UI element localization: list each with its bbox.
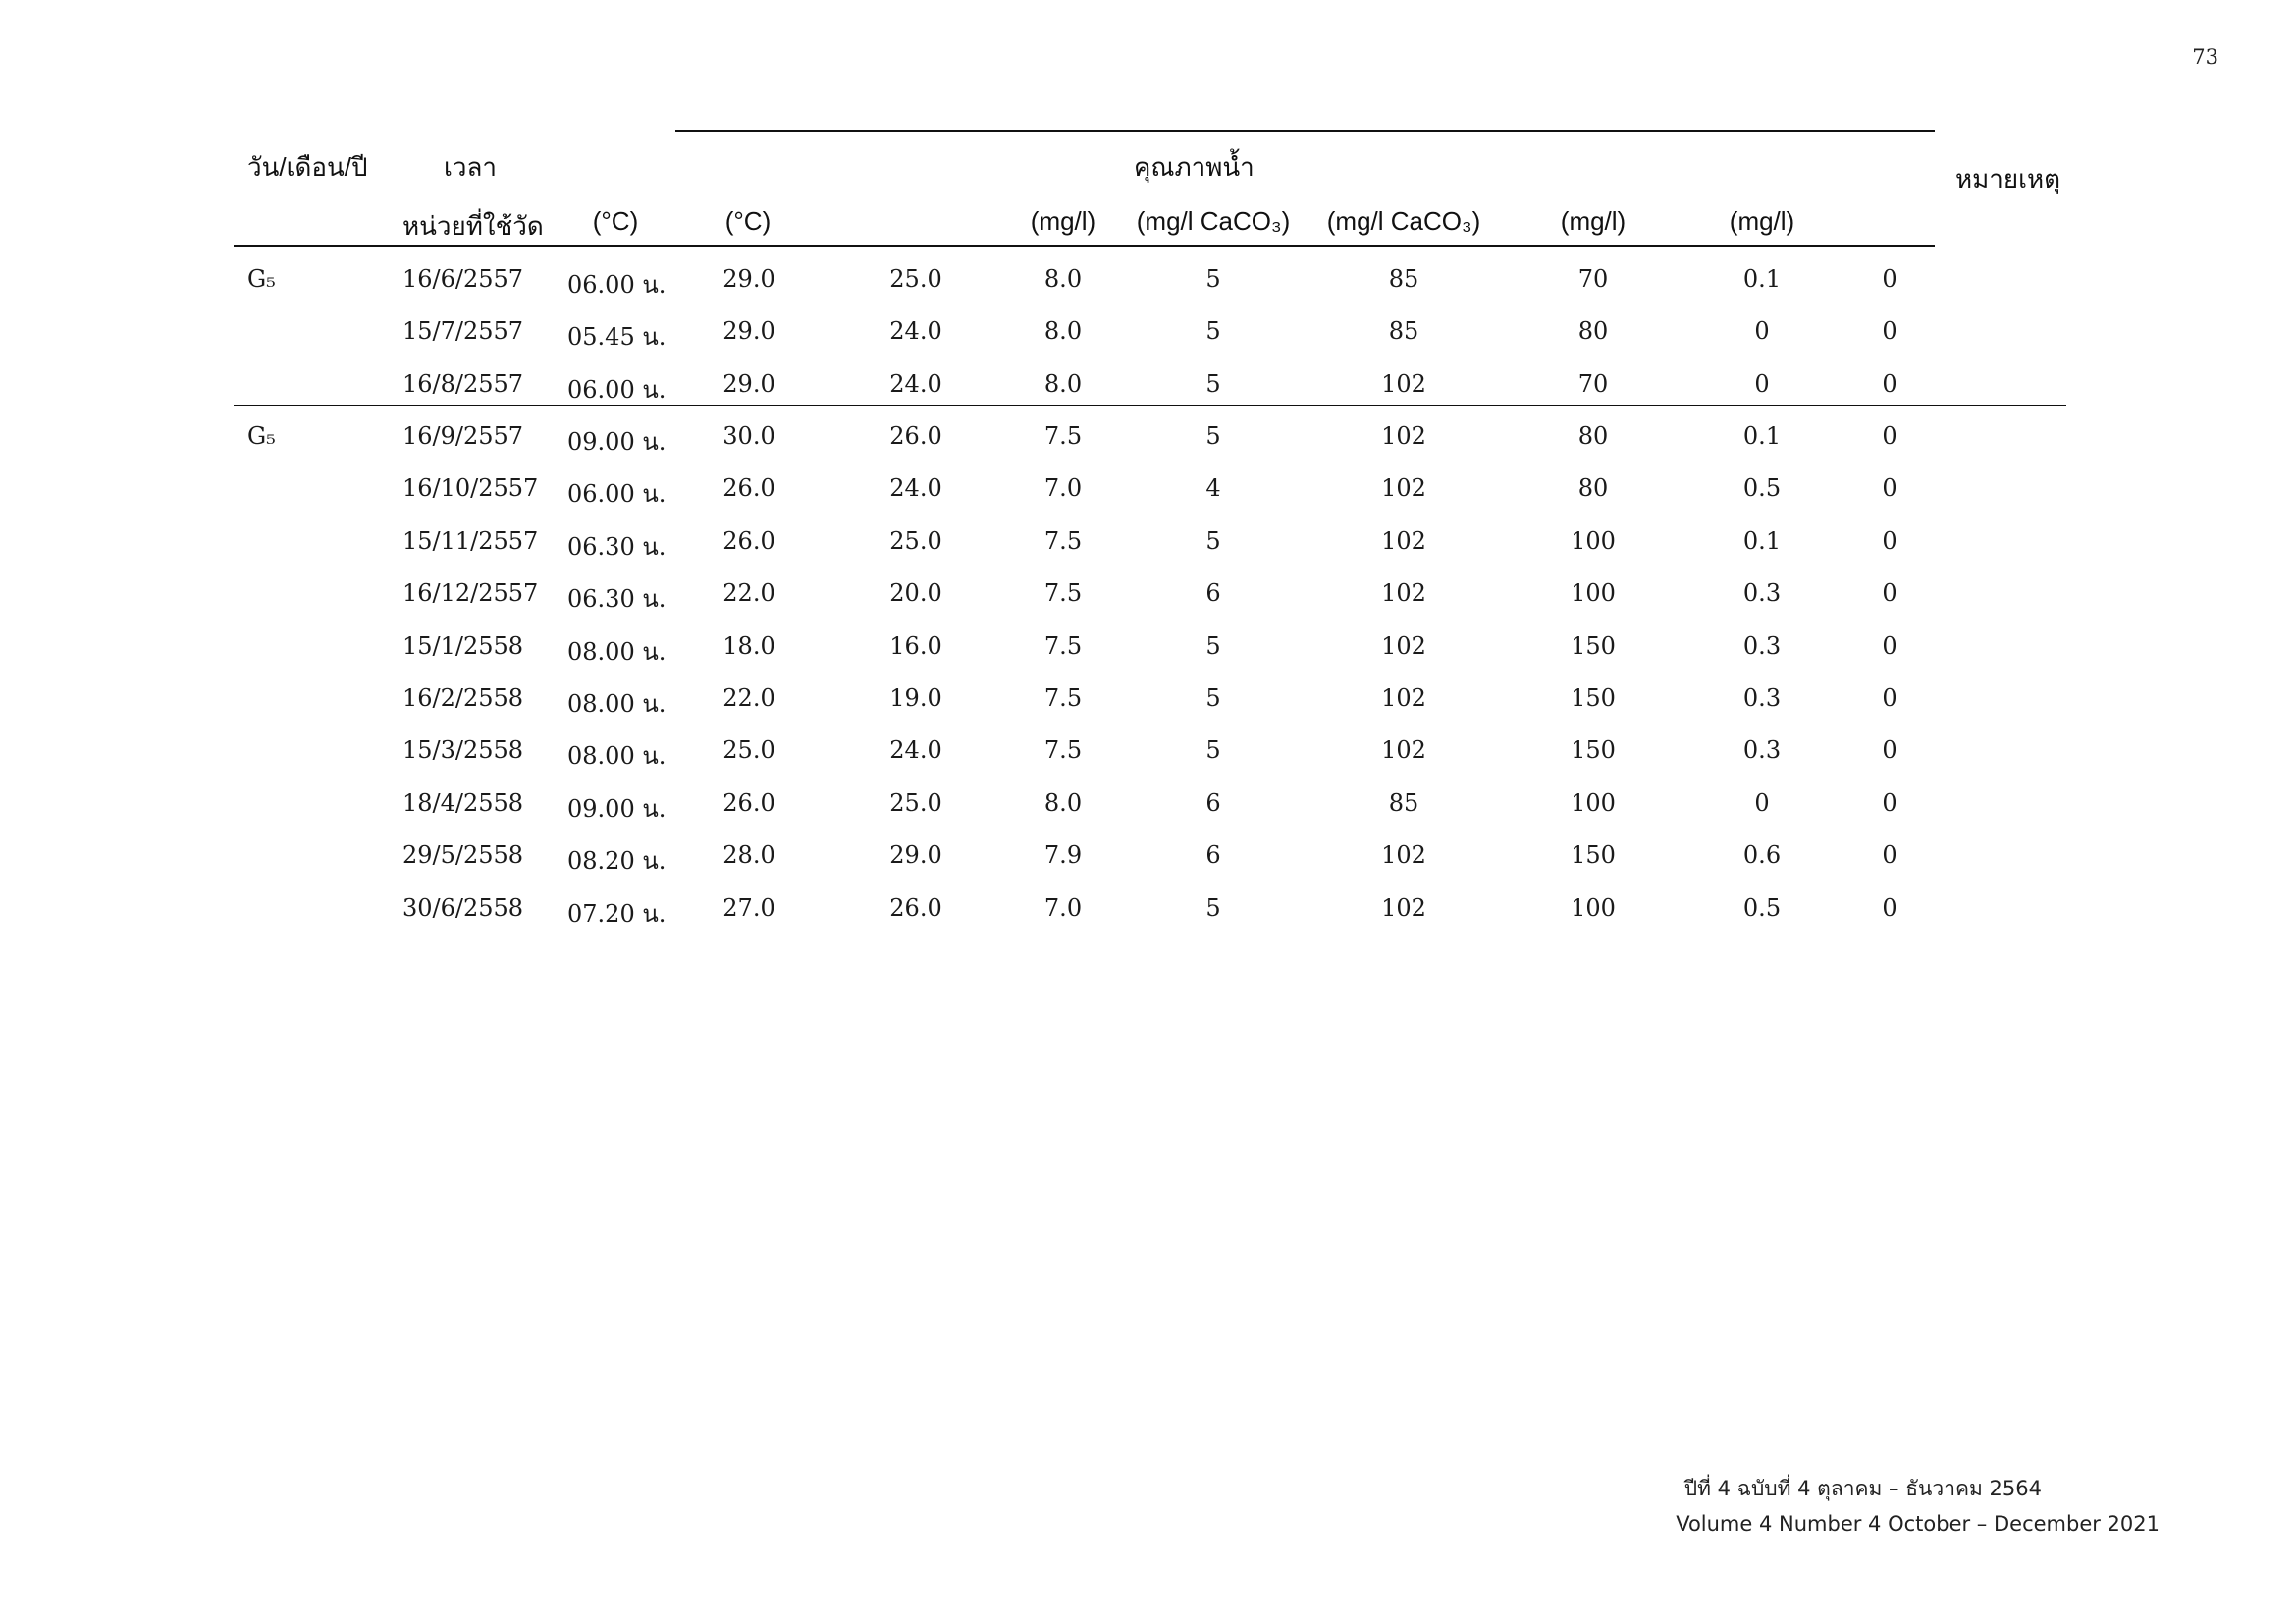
table-cell-value: 24.0 xyxy=(889,369,942,398)
table-cell-time: 06.30 น. xyxy=(567,532,667,561)
table-cell-value: 0.3 xyxy=(1742,631,1782,660)
table-cell-value: 0 xyxy=(1882,788,1897,817)
table-cell-value: 22.0 xyxy=(722,579,775,608)
header-bottom-rule xyxy=(234,245,1935,247)
table-cell-date: 29/5/2558 xyxy=(402,841,524,870)
table-cell-value: 0 xyxy=(1882,736,1897,765)
table-cell-time: 08.20 น. xyxy=(567,847,667,876)
table-cell-value: 85 xyxy=(1388,317,1419,346)
table-cell-value: 0 xyxy=(1882,579,1897,608)
table-cell-value: 7.5 xyxy=(1043,422,1083,450)
table-cell-value: 29.0 xyxy=(722,369,775,398)
table-cell-value: 85 xyxy=(1388,788,1419,817)
table-cell-value: 102 xyxy=(1381,422,1426,450)
table-cell-value: 0 xyxy=(1882,841,1897,870)
table-cell-value: 102 xyxy=(1381,369,1426,398)
table-cell-time: 08.00 น. xyxy=(567,637,667,666)
table-cell-value: 0.5 xyxy=(1742,893,1782,922)
table-cell-date: 16/12/2557 xyxy=(402,579,539,608)
table-cell-time: 08.00 น. xyxy=(567,742,667,771)
table-cell-value: 102 xyxy=(1381,526,1426,555)
table-cell-time: 07.20 น. xyxy=(567,899,667,928)
header-unit-3: (mg/l CaCO₃) xyxy=(1136,206,1291,236)
table-cell-value: 30.0 xyxy=(722,422,775,450)
table-cell-value: 7.9 xyxy=(1043,841,1083,870)
table-cell-value: 20.0 xyxy=(889,579,942,608)
table-cell-date: 15/1/2558 xyxy=(402,631,524,660)
header-time-label: เวลา xyxy=(444,152,498,182)
table-cell-value: 0 xyxy=(1882,422,1897,450)
table-cell-value: 102 xyxy=(1381,474,1426,503)
table-cell-date: 16/2/2558 xyxy=(402,684,524,712)
table-cell-value: 0 xyxy=(1882,526,1897,555)
table-cell-date: 30/6/2558 xyxy=(402,893,524,922)
header-water-quality-label: คุณภาพน้ำ xyxy=(1134,152,1255,182)
table-cell-value: 6 xyxy=(1205,841,1221,870)
table-cell-value: 8.0 xyxy=(1043,788,1083,817)
table-cell-value: 27.0 xyxy=(722,893,775,922)
table-cell-value: 7.5 xyxy=(1043,736,1083,765)
table-cell-value: 7.0 xyxy=(1043,893,1083,922)
table-cell-value: 25.0 xyxy=(889,526,942,555)
table-cell-value: 150 xyxy=(1571,631,1616,660)
table-cell-time: 06.30 น. xyxy=(567,585,667,614)
table-cell-value: 102 xyxy=(1381,841,1426,870)
table-cell-value: 5 xyxy=(1205,526,1221,555)
table-cell-value: 150 xyxy=(1571,736,1616,765)
table-cell-value: 0 xyxy=(1882,474,1897,503)
table-cell-value: 25.0 xyxy=(889,788,942,817)
table-cell-time: 09.00 น. xyxy=(567,428,667,456)
header-remark-label: หมายเหตุ xyxy=(1955,164,2061,193)
table-cell-value: 5 xyxy=(1205,265,1221,293)
table-cell-value: 6 xyxy=(1205,579,1221,608)
header-unit-label: หน่วยที่ใช้วัด xyxy=(402,211,544,241)
table-cell-value: 5 xyxy=(1205,422,1221,450)
table-cell-value: 100 xyxy=(1571,579,1616,608)
table-cell-value: 5 xyxy=(1205,893,1221,922)
table-cell-value: 5 xyxy=(1205,369,1221,398)
table-cell-value: 0 xyxy=(1882,684,1897,712)
table-cell-value: 28.0 xyxy=(722,841,775,870)
table-cell-value: 102 xyxy=(1381,579,1426,608)
table-cell-date: 18/4/2558 xyxy=(402,788,524,817)
table-cell-value: 70 xyxy=(1577,369,1609,398)
table-cell-value: 0.3 xyxy=(1742,579,1782,608)
table-cell-value: 150 xyxy=(1571,684,1616,712)
table-cell-value: 19.0 xyxy=(889,684,942,712)
footer-english: Volume 4 Number 4 October – December 2021 xyxy=(1676,1512,2160,1536)
table-cell-value: 7.5 xyxy=(1043,684,1083,712)
table-cell-value: 7.5 xyxy=(1043,579,1083,608)
table-cell-value: 0 xyxy=(1754,317,1770,346)
table-cell-time: 06.00 น. xyxy=(567,271,667,298)
table-cell-value: 100 xyxy=(1571,788,1616,817)
table-cell-value: 0 xyxy=(1754,369,1770,398)
table-cell-value: 5 xyxy=(1205,684,1221,712)
group-separator-rule xyxy=(234,405,2066,406)
table-cell-value: 0 xyxy=(1882,631,1897,660)
table-cell-value: 29.0 xyxy=(722,317,775,346)
table-cell-value: 5 xyxy=(1205,317,1221,346)
table-cell-value: 25.0 xyxy=(722,736,775,765)
table-cell-time: 06.00 น. xyxy=(567,375,667,404)
header-unit-5: (mg/l) xyxy=(1560,206,1627,236)
table-cell-value: 0.5 xyxy=(1742,474,1782,503)
table-cell-value: 4 xyxy=(1205,474,1221,503)
station-label: G₅ xyxy=(247,265,276,293)
table-cell-date: 15/11/2557 xyxy=(402,526,539,555)
header-unit-1: (°C) xyxy=(724,206,772,236)
table-cell-value: 0.1 xyxy=(1742,422,1782,450)
table-cell-value: 25.0 xyxy=(889,265,942,293)
table-cell-value: 0 xyxy=(1754,788,1770,817)
table-cell-value: 7.0 xyxy=(1043,474,1083,503)
table-cell-value: 102 xyxy=(1381,631,1426,660)
table-cell-time: 09.00 น. xyxy=(567,794,667,823)
table-cell-date: 16/6/2557 xyxy=(402,265,524,293)
table-cell-value: 0 xyxy=(1882,369,1897,398)
table-cell-value: 0 xyxy=(1882,893,1897,922)
table-cell-value: 150 xyxy=(1571,841,1616,870)
table-cell-value: 100 xyxy=(1571,526,1616,555)
table-cell-value: 7.5 xyxy=(1043,526,1083,555)
table-cell-value: 5 xyxy=(1205,736,1221,765)
table-cell-value: 0.1 xyxy=(1742,526,1782,555)
table-cell-value: 80 xyxy=(1577,422,1609,450)
table-cell-value: 18.0 xyxy=(722,631,775,660)
footer-thai: ปีที่ 4 ฉบับที่ 4 ตุลาคม – ธันวาคม 2564 xyxy=(1683,1477,2042,1500)
table-cell-date: 16/10/2557 xyxy=(402,474,539,503)
page-number: 73 xyxy=(2192,45,2218,69)
table-cell-value: 5 xyxy=(1205,631,1221,660)
table-cell-value: 8.0 xyxy=(1043,317,1083,346)
table-cell-value: 0.3 xyxy=(1742,736,1782,765)
table-cell-value: 102 xyxy=(1381,893,1426,922)
table-cell-value: 0 xyxy=(1882,265,1897,293)
table-cell-value: 102 xyxy=(1381,736,1426,765)
table-cell-value: 16.0 xyxy=(889,631,942,660)
table-cell-value: 80 xyxy=(1577,317,1609,346)
table-cell-date: 15/7/2557 xyxy=(402,317,524,346)
table-cell-value: 22.0 xyxy=(722,684,775,712)
table-cell-value: 102 xyxy=(1381,684,1426,712)
header-top-rule xyxy=(675,130,1935,132)
table-cell-value: 80 xyxy=(1577,474,1609,503)
header-unit-6: (mg/l) xyxy=(1729,206,1795,236)
table-cell-value: 8.0 xyxy=(1043,369,1083,398)
table-cell-value: 29.0 xyxy=(889,841,942,870)
table-cell-value: 0 xyxy=(1882,317,1897,346)
header-unit-2: (mg/l) xyxy=(1030,206,1096,236)
table-cell-value: 85 xyxy=(1388,265,1419,293)
table-cell-time: 05.45 น. xyxy=(567,323,667,352)
table-cell-value: 0.1 xyxy=(1742,265,1782,293)
table-cell-value: 70 xyxy=(1577,265,1609,293)
table-cell-value: 100 xyxy=(1571,893,1616,922)
header-unit-0: (°C) xyxy=(592,206,639,236)
table-cell-value: 8.0 xyxy=(1043,265,1083,293)
table-cell-value: 26.0 xyxy=(722,474,775,503)
table-cell-date: 16/8/2557 xyxy=(402,369,524,398)
station-label: G₅ xyxy=(247,422,276,450)
table-cell-value: 26.0 xyxy=(889,893,942,922)
table-cell-time: 08.00 น. xyxy=(567,690,667,718)
table-cell-value: 26.0 xyxy=(722,788,775,817)
table-cell-value: 29.0 xyxy=(722,265,775,293)
table-cell-value: 6 xyxy=(1205,788,1221,817)
table-cell-time: 06.00 น. xyxy=(567,480,667,509)
header-unit-4: (mg/l CaCO₃) xyxy=(1326,206,1481,236)
table-cell-value: 0.6 xyxy=(1742,841,1782,870)
table-cell-value: 26.0 xyxy=(889,422,942,450)
table-cell-value: 24.0 xyxy=(889,317,942,346)
table-cell-value: 24.0 xyxy=(889,474,942,503)
table-cell-date: 16/9/2557 xyxy=(402,422,524,450)
table-cell-value: 24.0 xyxy=(889,736,942,765)
table-cell-value: 0.3 xyxy=(1742,684,1782,712)
table-cell-date: 15/3/2558 xyxy=(402,736,524,765)
table-cell-value: 26.0 xyxy=(722,526,775,555)
table-cell-value: 7.5 xyxy=(1043,631,1083,660)
header-date-label: วัน/เดือน/ปี xyxy=(247,152,368,182)
